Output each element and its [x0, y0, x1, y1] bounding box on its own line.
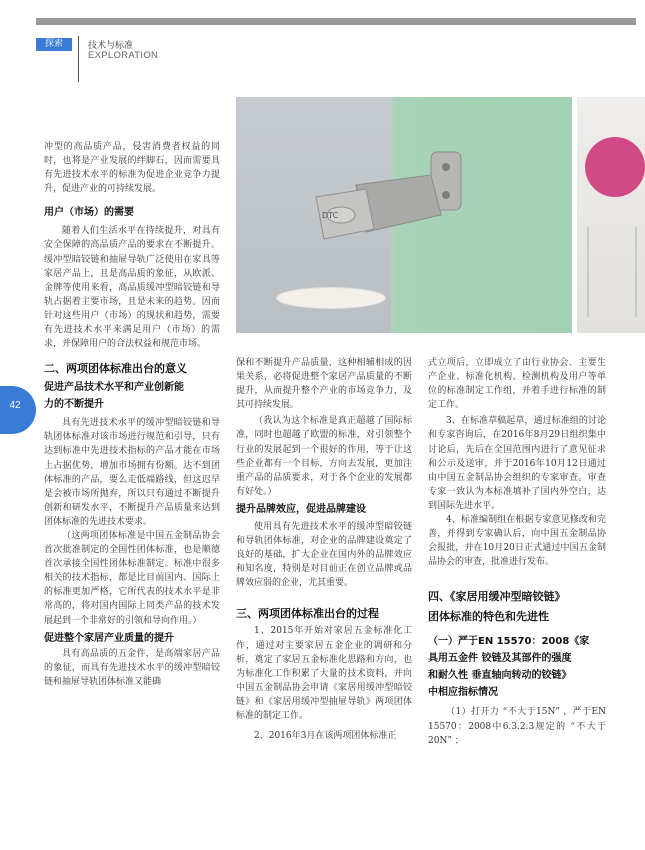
- section-heading-process: 三、两项团体标准出台的过程: [236, 607, 379, 621]
- section-heading-features-line1: 四、《家居用缓冲型暗铰链》: [428, 590, 566, 604]
- paragraph: 1、2015年开始对家居五金标准化工作，通过对主要家居五金企业的调研和分析，奠定了家居五金标准化思路和方向，也为标准化工作积累了大量的技术资料，并向中国五金制品协会申请《家居用缓冲型暗铰链》和《家居用缓冲型抽屉导轨》两项团体标准的制定工作。: [236, 626, 412, 721]
- hinge-image: [236, 97, 572, 333]
- subheading-user-needs: 用户（市场）的需要: [44, 207, 134, 219]
- right-column: [428, 356, 606, 748]
- section-title-en: EXPLORATION: [88, 50, 159, 61]
- paragraph: 使用具有先进技术水平的缓冲型暗铰链和导轨团体标准，对企业的品牌建设奠定了良好的基础，扩大企业在国内外的品牌效应和知名度，特别是对目前正在创立品牌或品牌效应弱的企业，尤其重要。: [236, 521, 412, 589]
- middle-column: [236, 356, 412, 743]
- page-number: 42: [9, 400, 21, 411]
- paragraph: 具有先进技术水平的缓冲型暗铰链和导轨团体标准对该市场进行规范和引导，只有达到标准中先进技术指标的产品才能在市场上占据优势，增加市场拥有份额。达不到团体标准的产品，要么走低端路线，但这迟早是会被市场所抛弃，所以只有通过不断提升创新和研发水平，不断提升产品质量来达到团体标准的先进技术要求。: [44, 418, 220, 527]
- fruit-glass-photo: [577, 97, 645, 333]
- section-heading-features-line2: 团体标准的特色和先进性: [428, 610, 549, 624]
- section-tag: 探索: [36, 38, 72, 51]
- left-column: [44, 140, 220, 689]
- subheading-brand: 提升品牌效应，促进品牌建设: [236, 503, 366, 515]
- paragraph: 冲型的高品质产品，侵害消费者权益的同时，也将是产业发展的绊脚石，因而需要具有先进技术水平的标准为促进企业竞争力提升，促进产业的可持续发展。: [44, 142, 220, 195]
- subheading-promote-line1: 促进产品技术水平和产业创新能: [44, 382, 184, 394]
- paragraph: 随着人们生活水平在持续提升，对具有安全保障的高品质产品的要求在不断提升。缓冲型暗铰链和抽屉导轨广泛使用在家具等家居产品上，且是高品质的象征，从欧派、金牌等使用来看，高品质缓冲型暗铰链和导轨占据着主要市场，且是未来的趋势。因而针对这些用户（市场）的现状和趋势，需要有先进技术水平来满足用户（市场）的需求，并保障用户的合法权益和规范市场。: [44, 226, 220, 350]
- paragraph: 具有高品质的五金件，是高端家居产品的象征，而具有先进技术水平的缓冲型暗铰链和抽屉导轨团体标准又能确: [44, 648, 220, 687]
- paragraph: （1）打开力 “不大于15N” ，严于EN 15570：2008中6.3.2.3规定的 “不大于20N” ；: [428, 707, 606, 746]
- header-rule: [36, 18, 636, 25]
- header-divider: [78, 36, 79, 82]
- subheading-whole-industry: 促进整个家居产业质量的提升: [44, 632, 174, 644]
- section-heading-significance: 二、两项团体标准出台的意义: [44, 362, 187, 376]
- subheading-promote-line2: 力的不断提升: [44, 399, 104, 411]
- hinge-photo: [236, 97, 572, 333]
- section-title-cn: 技术与标准: [88, 41, 134, 51]
- paragraph: （我认为这个标准是真正超越了国际标准，同时也超越了欧盟的标准，对引领整个行业的发展起到一个很好的作用，等于让这些企业都有一个目标，方向去发展，更加注重产品的品质要求，对于各个企业的发展都有好处。）: [236, 416, 412, 497]
- subheading-en15570-line2: 具用五金件 铰链及其部件的强度: [428, 653, 572, 665]
- subheading-en15570-line1: （一）严于EN 15570：2008《家: [428, 636, 590, 648]
- subheading-en15570-line4: 中相应指标情况: [428, 687, 498, 699]
- paragraph: 4、标准编制组在根据专家意见修改和完善，并得到专家确认后，向中国五金制品协会报批，并在10月20日正式通过中国五金制品协会的审查，批准进行发布。: [428, 515, 606, 568]
- glass-image: [587, 227, 637, 317]
- hinge-brand-text: DTC: [322, 211, 339, 220]
- paragraph: （这两项团体标准是中国五金制品协会首次批准制定的全国性团体标准，也是顺德首次承接全国性团体标准制定。标准中很多相关的技术指标，都是比目前国内、国际上的标准更加严格，它所代表的技术水平是非常高的，将对国内国际上同类产品的技术发展起到一个非常好的引领和导向作用。）: [44, 530, 220, 626]
- paragraph: 2、2016年3月在该两项团体标准正: [254, 731, 397, 742]
- fruit-image: [585, 137, 645, 197]
- paragraph: 保和不断提升产品质量，这种相辅相成的因果关系，必将促进整个家居产品质量的不断提升，从而提升整个产业的市场竞争力，及其可持续发展。: [236, 358, 412, 411]
- paragraph: 3、在标准草稿起草，通过标准组的讨论和专家咨询后，在2016年8月29日组织集中讨论后，先后在全国范围内进行了意见征求和公示及送审，并于2016年10月12日通过由中国五金制品协会组织的专家审查。审查专家一致认为本标准填补了国内外空白，达到国际先进水平。: [428, 416, 606, 511]
- paragraph: 式立项后，立即成立了由行业协会、主要生产企业、标准化机构、检测机构及用户等单位的标准制定工作组，并着手进行标准的制定工作。: [428, 358, 606, 411]
- subheading-en15570-line3: 和耐久性 垂直轴向转动的铰链》: [428, 670, 572, 682]
